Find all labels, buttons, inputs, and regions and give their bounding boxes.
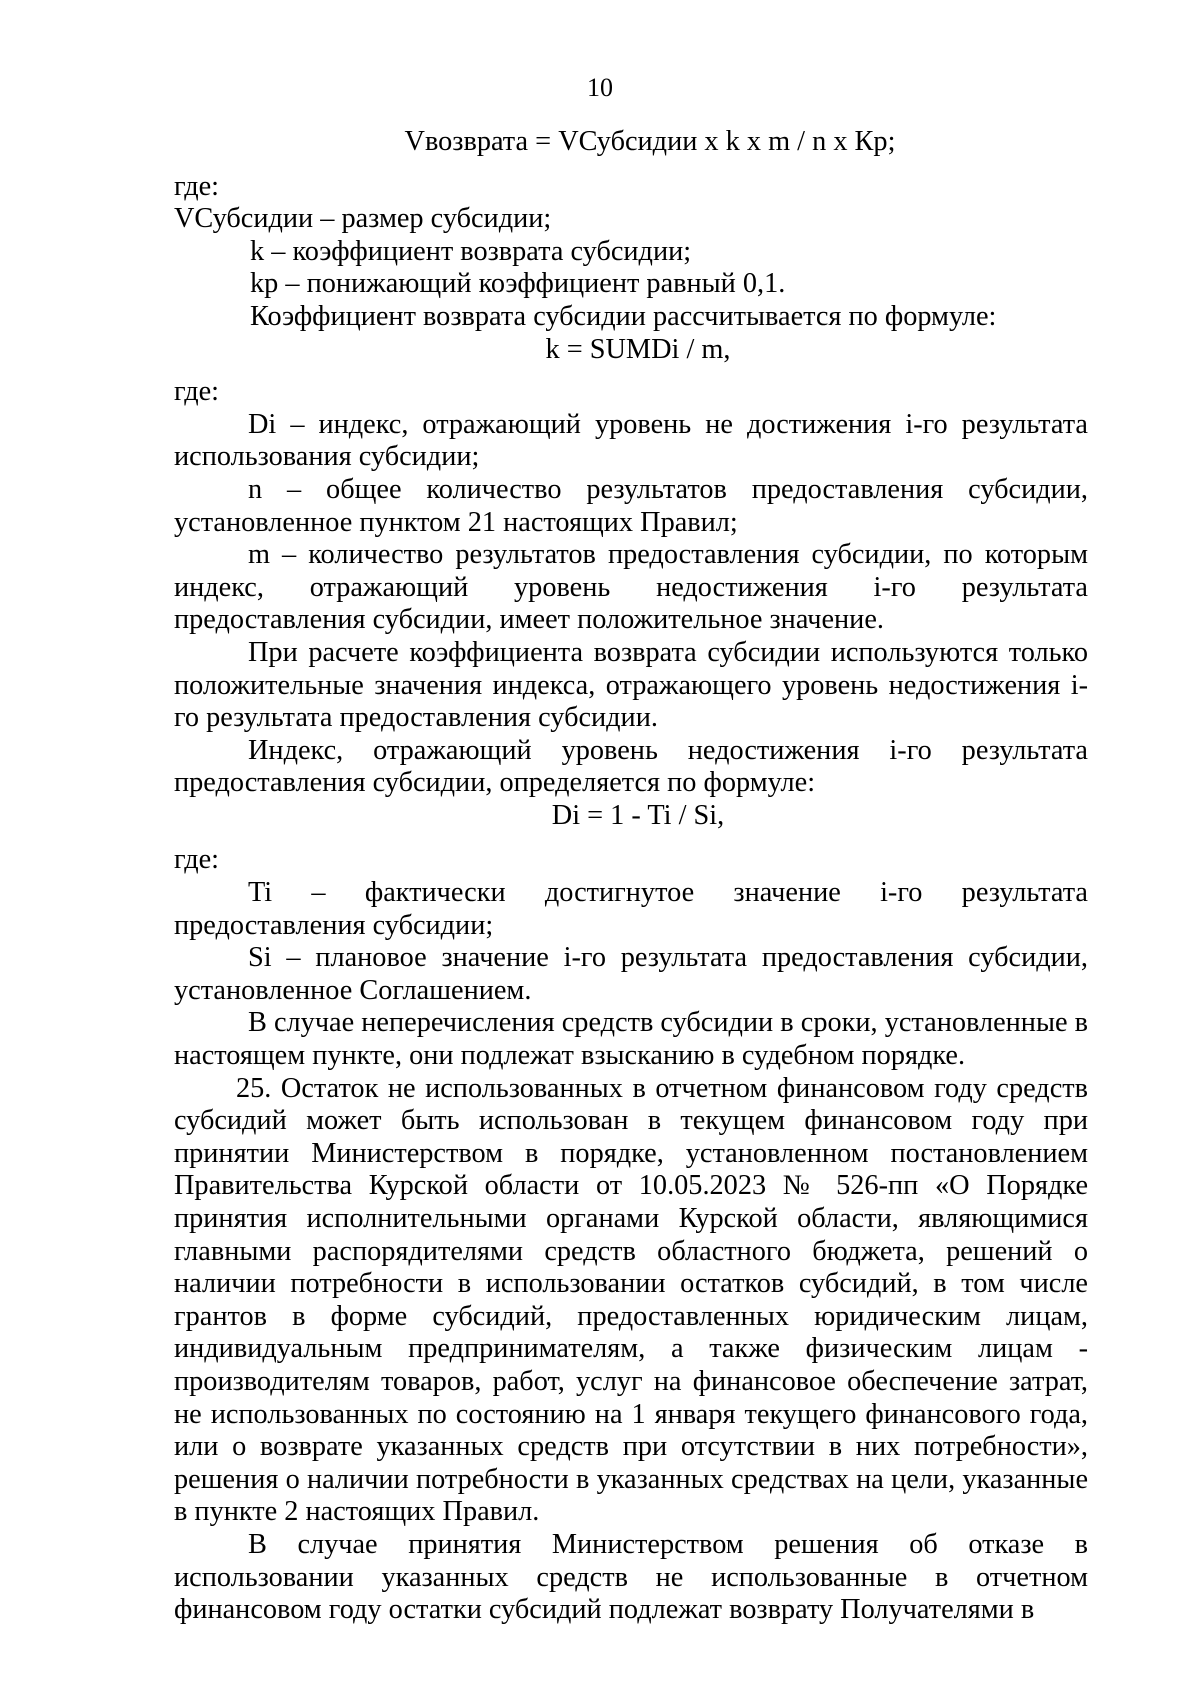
where-label: где:: [174, 376, 220, 408]
paragraph-calculation-note: При расчете коэффициента возврата субсидии используются только положительные значения индекса, отражающего уровень недостижения i-го результата предоставления субсидии.: [174, 636, 1088, 734]
paragraph-di-definition: Di – индекс, отражающий уровень не достижения i-го результата использования субсидии;: [174, 408, 1088, 473]
paragraph-refusal: В случае принятия Министерством решения об отказе в использовании указанных средств не использованные в отчетном финансовом году остатки субсидий подлежат возврату Получателями в: [174, 1528, 1088, 1626]
where-label: где:: [174, 844, 220, 876]
coefficient-formula-intro: Коэффициент возврата субсидии рассчитывается по формуле:: [250, 300, 997, 332]
paragraph-clause-25: 25. Остаток не использованных в отчетном финансовом году средств субсидий может быть использован в текущем финансовом году при принятии Министерством в порядке, установленном постановлением Правительства Курской области от 10.05.2023 № 526-пп «О Порядке принятия исполнительными органами Курской области, являющимися главными распорядителями средств областного бюджета, решений о наличии потребности в использовании остатков субсидий, в том числе грантов в форме субсидий, предоставленных юридическим лицам, индивидуальным предпринимателям, а также физическим лицам - производителям товаров, работ, услуг на финансовое обеспечение затрат, не использованных по состоянию на 1 января текущего финансового года, или о возврате указанных средств при отсутствии в них потребности», решения о наличии потребности в указанных средствах на цели, указанные в пункте 2 настоящих Правил.: [174, 1072, 1088, 1528]
formula-k: k = SUMDi / m,: [545, 333, 731, 365]
where-label: где:: [174, 170, 220, 202]
page-number: 10: [587, 73, 613, 102]
definition-subsidy-size: VСубсидии – размер субсидии;: [174, 203, 552, 235]
document-body: [174, 126, 1088, 1627]
definition-refund-coefficient: k – коэффициент возврата субсидии;: [250, 235, 692, 267]
definition-reducing-coefficient: kр – понижающий коэффициент равный 0,1.: [250, 268, 786, 300]
paragraph-index-intro: Индекс, отражающий уровень недостижения i-го результата предоставления субсидии, определяется по формуле:: [174, 734, 1088, 799]
formula-di: Di = 1 - Ti / Si,: [551, 799, 725, 831]
formula-refund-amount: Vвозврата = VСубсидии x k x m / n x Кр;: [404, 126, 896, 157]
paragraph-n-definition: n – общее количество результатов предоставления субсидии, установленное пунктом 21 настоящих Правил;: [174, 473, 1088, 538]
paragraph-court-recovery: В случае неперечисления средств субсидии в сроки, установленные в настоящем пункте, они подлежат взысканию в судебном порядке.: [174, 1007, 1088, 1072]
paragraph-si-definition: Si – плановое значение i-го результата предоставления субсидии, установленное Соглашением.: [174, 942, 1088, 1006]
paragraph-m-definition: m – количество результатов предоставления субсидии, по которым индекс, отражающий уровень недостижения i-го результата предоставления субсидии, имеет положительное значение.: [174, 539, 1088, 636]
paragraph-ti-definition: Ti – фактически достигнутое значение i-го результата предоставления субсидии;: [174, 877, 1088, 941]
